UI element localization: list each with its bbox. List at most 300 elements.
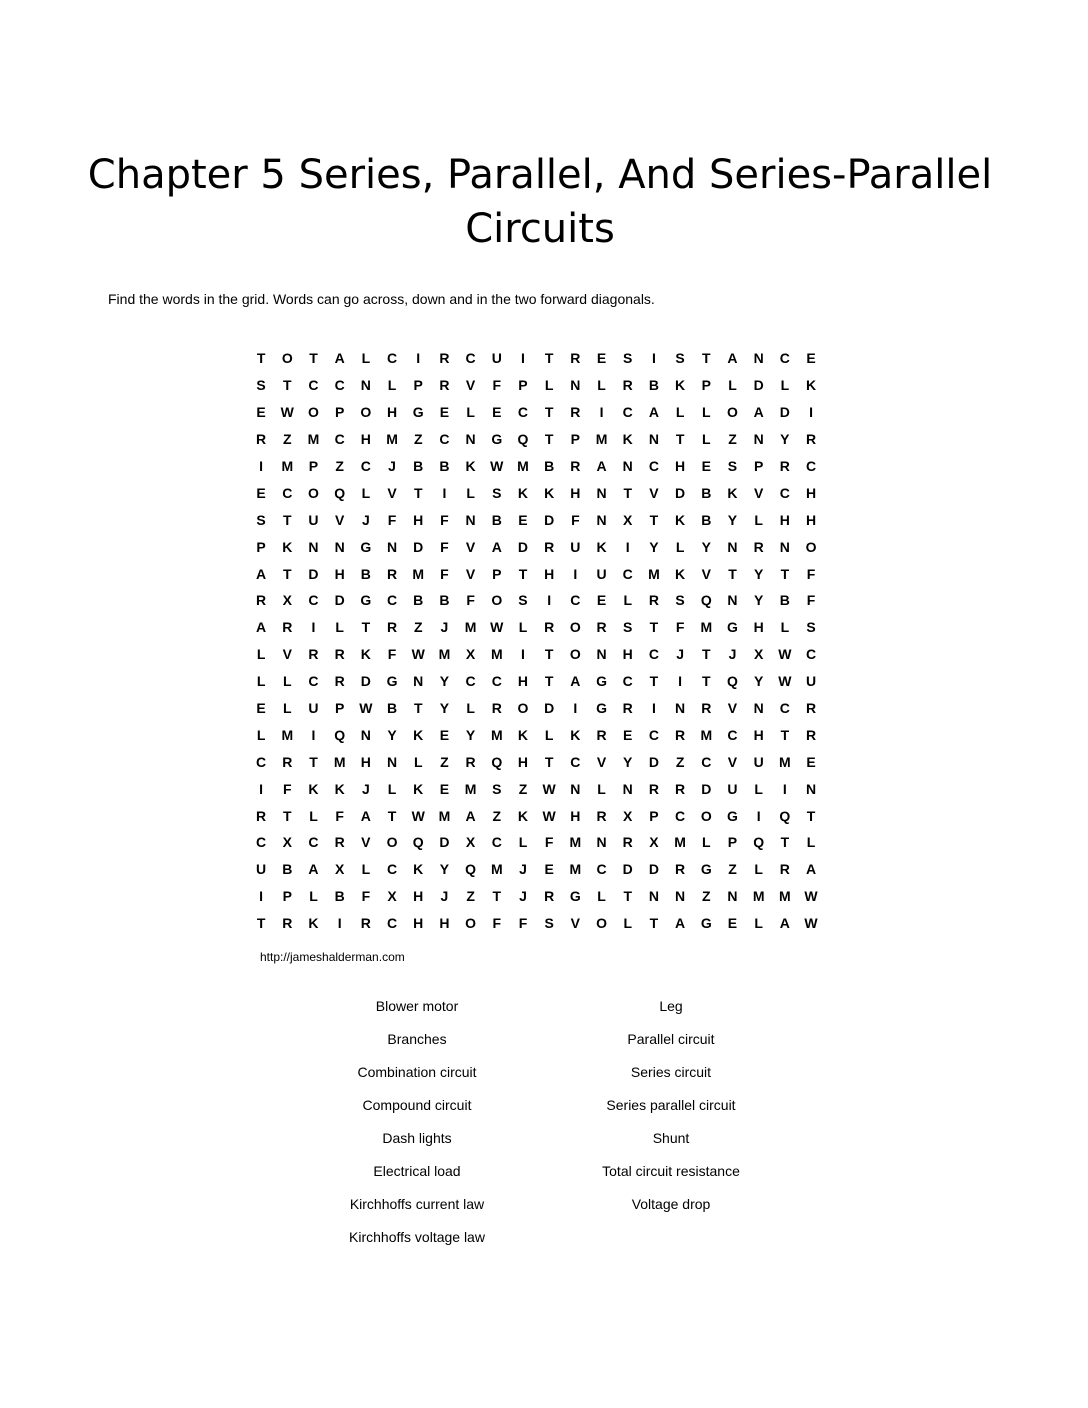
grid-letter: Y (387, 726, 397, 743)
grid-letter: R (805, 700, 817, 717)
grid-letter: A (596, 458, 607, 474)
grid-letter: Z (675, 753, 685, 770)
grid-letter: T (623, 484, 632, 501)
grid-letter: V (387, 484, 397, 501)
grid-letter: Y (649, 538, 659, 555)
grid-letter: D (622, 861, 633, 878)
grid-letter: K (805, 377, 817, 394)
grid-letter: R (544, 888, 555, 905)
grid-letter: F (283, 780, 292, 797)
grid-letter: K (413, 726, 424, 743)
grid-letter: E (544, 861, 554, 878)
grid-letter: B (334, 888, 345, 905)
grid-letter: R (648, 780, 659, 797)
grid-letter: U (753, 753, 764, 770)
grid-letter: D (648, 861, 659, 878)
grid-letter: T (544, 673, 554, 690)
grid-letter: B (544, 458, 555, 474)
grid-letter: T (623, 888, 632, 905)
grid-letter: C (805, 458, 817, 474)
grid-letter: C (256, 753, 267, 770)
grid-letter: O (386, 834, 398, 851)
grid-letter: I (311, 726, 316, 743)
grid-letter: M (412, 565, 425, 582)
grid-row (248, 453, 848, 480)
word-list-item: Electrical load (373, 1163, 461, 1179)
grid-letter: F (335, 807, 344, 824)
grid-letter: B (386, 700, 398, 717)
grid-letter: M (281, 726, 294, 743)
grid-letter: R (675, 726, 686, 743)
grid-letter: I (782, 780, 787, 797)
grid-letter: R (386, 619, 398, 636)
grid-letter: L (335, 619, 344, 636)
grid-letter: M (490, 646, 503, 663)
instructions: Find the words in the grid. Words can go across, down and in the two forward diagonals. (108, 291, 655, 307)
grid-letter: R (256, 807, 267, 824)
grid-letter: R (544, 619, 555, 636)
grid-letter: H (360, 753, 371, 770)
grid-letter: N (386, 753, 398, 770)
grid-letter: R (256, 431, 267, 448)
grid-letter: D (439, 834, 450, 851)
grid-letter: I (259, 888, 264, 905)
grid-letter: T (649, 619, 659, 636)
grid-letter: T (649, 511, 659, 528)
grid-letter: R (675, 861, 686, 878)
grid-letter: U (491, 350, 502, 367)
grid-letter: I (416, 350, 421, 367)
grid-letter: O (281, 350, 293, 367)
grid-letter: M (464, 619, 477, 636)
grid-letter: T (256, 915, 266, 932)
grid-letter: N (596, 511, 607, 528)
grid-letter: N (596, 484, 607, 501)
grid-letter: R (308, 646, 319, 663)
grid-letter: N (648, 888, 659, 905)
word-list-item: Leg (659, 998, 683, 1014)
grid-letter: A (465, 807, 476, 824)
grid-letter: C (308, 377, 319, 394)
grid-letter: R (805, 431, 817, 448)
grid-letter: R (360, 915, 371, 932)
grid-letter: V (361, 834, 371, 851)
grid-letter: L (518, 619, 528, 636)
grid-letter: F (440, 511, 449, 528)
grid-letter: O (517, 700, 529, 717)
grid-row (248, 829, 848, 856)
grid-letter: V (727, 700, 738, 717)
grid-letter: C (439, 431, 450, 448)
grid-letter: L (623, 915, 632, 932)
grid-letter: A (570, 673, 581, 690)
grid-letter: G (360, 538, 372, 555)
grid-letter: G (412, 404, 424, 421)
grid-letter: W (778, 646, 792, 663)
grid-letter: E (623, 726, 633, 743)
grid-letter: S (675, 592, 685, 609)
grid-letter: G (700, 915, 712, 932)
grid-letter: V (753, 484, 764, 501)
word-list-item: Dash lights (382, 1130, 452, 1146)
word-list-item: Voltage drop (631, 1196, 711, 1212)
grid-letter: F (544, 834, 554, 851)
grid-letter: J (519, 888, 527, 905)
grid-letter: T (544, 646, 554, 663)
grid-letter: L (702, 431, 711, 448)
grid-letter: W (542, 780, 556, 797)
grid-letter: X (753, 646, 764, 663)
grid-letter: B (413, 458, 424, 474)
grid-letter: Q (517, 431, 529, 448)
grid-letter: D (753, 377, 764, 394)
grid-letter: K (517, 807, 529, 824)
grid-letter: X (465, 646, 476, 663)
grid-letter: L (361, 350, 371, 367)
word-list-right (521, 996, 821, 1227)
grid-letter: P (334, 700, 345, 717)
grid-letter: T (256, 350, 266, 367)
grid-letter: F (675, 619, 685, 636)
grid-letter: H (334, 565, 345, 582)
grid-letter: K (622, 431, 633, 448)
grid-letter: I (756, 807, 761, 824)
grid-letter: C (779, 350, 790, 367)
word-list-item: Series parallel circuit (606, 1097, 736, 1113)
grid-letter: I (573, 565, 578, 582)
grid-letter: D (308, 565, 319, 582)
grid-letter: R (779, 861, 790, 878)
grid-letter: O (569, 619, 581, 636)
grid-letter: T (387, 807, 397, 824)
grid-letter: Y (727, 511, 738, 528)
grid-letter: R (544, 538, 555, 555)
grid-letter: D (413, 538, 424, 555)
grid-letter: F (806, 592, 816, 609)
grid-row (248, 560, 848, 587)
word-list-item: Shunt (652, 1130, 690, 1146)
grid-letter: T (413, 484, 423, 501)
grid-letter: O (569, 646, 581, 663)
grid-letter: D (517, 538, 529, 555)
grid-letter: O (360, 404, 372, 421)
grid-letter: L (754, 861, 763, 878)
grid-letter: E (596, 350, 607, 367)
grid-letter: V (570, 915, 581, 932)
grid-letter: V (465, 538, 476, 555)
grid-letter: Q (412, 834, 424, 851)
grid-letter: F (440, 538, 449, 555)
grid-letter: K (675, 565, 686, 582)
grid-letter: T (702, 673, 711, 690)
grid-letter: Z (702, 888, 711, 905)
grid-letter: T (780, 726, 790, 743)
grid-letter: L (728, 377, 737, 394)
grid-letter: X (282, 592, 292, 609)
grid-letter: R (491, 700, 502, 717)
grid-row (248, 748, 848, 775)
grid-letter: K (675, 511, 686, 528)
grid-letter: C (570, 753, 581, 770)
grid-letter: T (544, 753, 554, 770)
grid-letter: A (360, 807, 371, 824)
grid-letter: H (570, 484, 581, 501)
grid-letter: C (648, 646, 659, 663)
grid-letter: Q (753, 834, 765, 851)
grid-row (248, 668, 848, 695)
grid-letter: D (701, 780, 712, 797)
grid-letter: F (361, 888, 371, 905)
grid-letter: H (439, 915, 450, 932)
grid-letter: N (622, 780, 633, 797)
grid-letter: M (307, 431, 320, 448)
grid-letter: L (806, 834, 816, 851)
grid-letter: B (701, 511, 712, 528)
grid-letter: E (439, 404, 450, 421)
grid-letter: R (805, 726, 817, 743)
grid-letter: P (518, 377, 528, 394)
grid-letter: V (701, 565, 711, 582)
grid-letter: S (518, 592, 528, 609)
grid-letter: M (517, 458, 529, 474)
grid-letter: H (570, 807, 581, 824)
grid-letter: N (805, 780, 817, 797)
grid-letter: N (570, 780, 581, 797)
grid-letter: M (490, 861, 503, 878)
grid-letter: T (649, 915, 659, 932)
grid-letter: K (282, 538, 293, 555)
grid-letter: N (465, 431, 476, 448)
grid-letter: V (334, 511, 345, 528)
grid-letter: C (465, 350, 476, 367)
grid-letter: I (651, 350, 656, 367)
grid-letter: V (465, 377, 476, 394)
grid-letter: M (648, 565, 660, 582)
grid-letter: N (334, 538, 345, 555)
grid-letter: Y (780, 431, 790, 448)
grid-letter: C (622, 404, 633, 421)
grid-letter: S (806, 619, 816, 636)
grid-letter: M (464, 780, 477, 797)
grid-letter: T (702, 646, 711, 663)
grid-letter: F (492, 377, 502, 394)
grid-letter: B (439, 592, 450, 609)
grid-letter: H (413, 888, 424, 905)
grid-letter: G (360, 592, 372, 609)
grid-letter: J (440, 888, 449, 905)
grid-letter: N (675, 888, 686, 905)
grid-letter: L (702, 834, 711, 851)
grid-letter: R (622, 377, 633, 394)
grid-letter: V (465, 565, 476, 582)
grid-letter: S (492, 780, 502, 797)
grid-letter: A (256, 619, 267, 636)
grid-letter: K (308, 915, 319, 932)
grid-letter: Y (753, 592, 764, 609)
grid-letter: B (360, 565, 371, 582)
grid-letter: Q (465, 861, 477, 878)
grid-letter: A (753, 404, 764, 421)
grid-letter: A (727, 350, 738, 367)
grid-letter: R (675, 780, 686, 797)
grid-letter: O (727, 404, 738, 421)
grid-letter: B (701, 484, 712, 501)
grid-letter: F (440, 565, 449, 582)
grid-letter: R (596, 726, 607, 743)
grid-letter: Q (334, 726, 346, 743)
grid-letter: W (490, 458, 504, 474)
grid-letter: N (779, 538, 790, 555)
grid-letter: S (675, 350, 685, 367)
grid-letter: I (337, 915, 342, 932)
grid-letter: P (570, 431, 581, 448)
grid-row (248, 372, 848, 399)
grid-letter: C (517, 404, 529, 421)
grid-letter: Q (491, 753, 503, 770)
grid-letter: X (282, 834, 292, 851)
grid-letter: C (334, 431, 345, 448)
grid-letter: N (648, 431, 659, 448)
grid-row (248, 506, 848, 533)
grid-letter: N (675, 700, 686, 717)
grid-letter: G (727, 807, 738, 824)
word-list-item: Compound circuit (362, 1097, 472, 1113)
grid-letter: C (622, 673, 633, 690)
grid-letter: E (596, 592, 607, 609)
grid-letter: L (413, 753, 423, 770)
grid-letter: Y (753, 673, 764, 690)
grid-letter: I (547, 592, 552, 609)
grid-letter: E (701, 458, 711, 474)
grid-letter: L (466, 404, 475, 421)
grid-letter: F (806, 565, 816, 582)
grid-letter: Z (413, 431, 423, 448)
grid-letter: T (283, 565, 292, 582)
grid-letter: D (544, 700, 555, 717)
grid-letter: X (387, 888, 397, 905)
grid-letter: R (701, 700, 712, 717)
word-list-item: Kirchhoffs voltage law (349, 1229, 485, 1245)
grid-letter: M (281, 458, 294, 474)
grid-letter: C (334, 377, 345, 394)
grid-letter: D (544, 511, 555, 528)
grid-letter: I (573, 700, 578, 717)
grid-letter: L (309, 807, 318, 824)
grid-letter: I (259, 780, 264, 797)
grid-row (248, 426, 848, 453)
grid-letter: Y (753, 565, 764, 582)
grid-letter: K (544, 484, 555, 501)
grid-letter: O (308, 484, 319, 501)
grid-letter: S (727, 458, 738, 474)
grid-letter: L (754, 511, 763, 528)
grid-letter: N (727, 592, 738, 609)
grid-letter: B (282, 861, 293, 878)
grid-letter: F (387, 511, 397, 528)
grid-letter: O (805, 538, 817, 555)
grid-letter: E (439, 726, 450, 743)
grid-letter: R (439, 377, 450, 394)
grid-letter: R (282, 915, 293, 932)
grid-letter: R (622, 834, 633, 851)
grid-letter: N (753, 431, 764, 448)
grid-letter: M (595, 431, 608, 448)
grid-letter: M (674, 834, 686, 851)
grid-letter: W (804, 915, 818, 932)
grid-letter: H (805, 511, 817, 528)
grid-letter: E (806, 753, 816, 770)
grid-letter: C (701, 753, 712, 770)
grid-letter: R (596, 807, 607, 824)
grid-letter: Z (413, 619, 423, 636)
grid-letter: O (308, 404, 319, 421)
grid-letter: C (779, 700, 790, 717)
grid-letter: C (386, 915, 398, 932)
grid-letter: V (596, 753, 607, 770)
grid-letter: M (438, 807, 451, 824)
grid-letter: C (491, 673, 502, 690)
grid-letter: E (492, 404, 502, 421)
grid-letter: X (649, 834, 659, 851)
grid-letter: R (570, 350, 581, 367)
grid-letter: H (805, 484, 817, 501)
grid-letter: N (622, 458, 633, 474)
grid-letter: R (779, 458, 790, 474)
grid-letter: Y (439, 861, 450, 878)
grid-letter: C (675, 807, 686, 824)
grid-letter: L (256, 726, 266, 743)
grid-letter: L (702, 404, 711, 421)
grid-letter: N (570, 377, 581, 394)
grid-letter: V (649, 484, 659, 501)
grid-letter: M (779, 888, 791, 905)
grid-letter: V (727, 753, 738, 770)
grid-letter: Y (439, 673, 450, 690)
grid-letter: W (280, 404, 294, 421)
grid-letter: T (283, 377, 292, 394)
grid-letter: R (439, 350, 450, 367)
grid-letter: N (360, 377, 371, 394)
grid-letter: E (439, 780, 450, 797)
word-list-item: Parallel circuit (627, 1031, 715, 1047)
grid-letter: C (805, 646, 817, 663)
grid-letter: L (256, 646, 266, 663)
grid-letter: P (282, 888, 292, 905)
grid-letter: L (466, 700, 475, 717)
word-list-item: Branches (387, 1031, 447, 1047)
grid-letter: K (465, 458, 476, 474)
grid-letter: L (597, 888, 606, 905)
grid-letter: H (386, 404, 398, 421)
grid-letter: I (678, 673, 683, 690)
grid-letter: H (753, 726, 764, 743)
grid-letter: M (779, 753, 791, 770)
grid-letter: K (308, 780, 319, 797)
grid-letter: K (334, 780, 345, 797)
grid-letter: I (259, 458, 264, 474)
grid-letter: N (360, 726, 371, 743)
grid-letter: H (753, 619, 764, 636)
grid-letter: H (544, 565, 555, 582)
word-search-grid (248, 345, 848, 937)
grid-letter: C (622, 565, 633, 582)
grid-letter: F (466, 592, 475, 609)
grid-letter: R (648, 592, 659, 609)
grid-letter: U (308, 511, 319, 528)
grid-row (248, 533, 848, 560)
grid-letter: G (727, 619, 738, 636)
grid-letter: U (727, 780, 738, 797)
